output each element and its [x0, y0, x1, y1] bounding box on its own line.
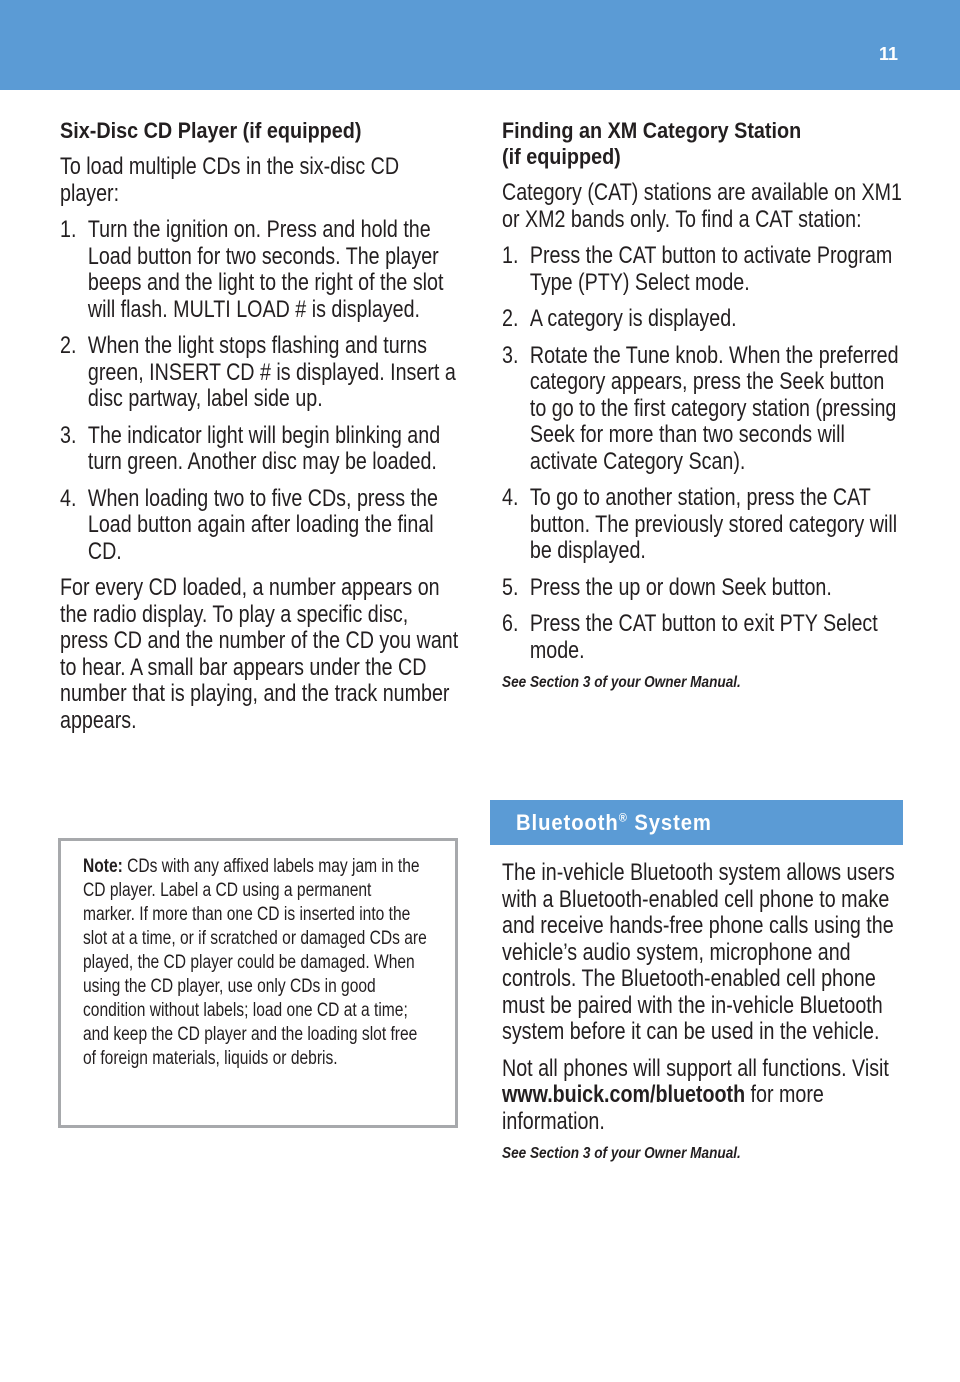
bluetooth-support-info: Not all phones will support all functions. Visit www.buick.com/bluetooth for more information. [502, 1054, 889, 1135]
list-item: 3. Rotate the Tune knob. When the preferred category appears, press the Seek button to go to the first category station (pressing Seek for more than two seconds will activate Category Scan). [502, 341, 899, 475]
xm-category-steps [502, 243, 904, 664]
bluetooth-content [502, 860, 904, 1163]
bluetooth-description: The in-vehicle Bluetooth system allows users with a Bluetooth-enabled cell phone to make and receive hands-free phone calls using the vehicle’s audio system, microphone and controls. The Bluetooth-enabled cell phone must be paired with the in-vehicle Bluetooth system before it can be used in the vehicle. [502, 859, 895, 1045]
note-body: CDs with any affixed labels may jam in the CD player. Label a CD using a permanent marker. If more than one CD is inserted into the slot at a time, or if scratched or damaged CDs are played, the CD player could be damaged. When using the CD player, use only CDs in good condition without labels; load one CD at a time; and keep the CD player and the loading slot free of foreign materials, liquids or debris. [83, 856, 427, 1069]
xm-category-intro: Category (CAT) stations are available on XM1 or XM2 bands only. To find a CAT station: [502, 179, 902, 233]
list-item: 1. Press the CAT button to activate Program Type (PTY) Select mode. [502, 242, 893, 296]
bluetooth-website-link[interactable]: www.buick.com/bluetooth [502, 1081, 746, 1108]
list-item: 2. When the light stops flashing and turns green, INSERT CD # is displayed. Insert a disc partway, label side up. [60, 332, 456, 412]
list-item: 2. A category is displayed. [502, 305, 737, 332]
cd-load-steps [60, 217, 460, 565]
list-item: 1. Turn the ignition on. Press and hold the Load button for two seconds. The player beeps and the light to the right of the slot will flash. MULTI LOAD # is displayed. [60, 216, 444, 323]
left-column [60, 118, 460, 744]
bluetooth-section-title: Bluetooth® System [516, 810, 712, 835]
note-text [83, 855, 427, 1071]
cd-player-outro: For every CD loaded, a number appears on the radio display. To play a specific disc, press CD and the number of the CD you want to hear. A small bar appears under the CD number that is playing, and the track number appears. [60, 574, 459, 734]
list-item: 3. The indicator light will begin blinking and turn green. Another disc may be loaded. [60, 421, 441, 475]
list-item: 5. Press the up or down Seek button. [502, 573, 832, 601]
xm-owner-manual-reference: See Section 3 of your Owner Manual. [502, 674, 741, 691]
right-column [502, 118, 904, 692]
note-label: Note: [83, 856, 123, 877]
bluetooth-owner-manual-reference: See Section 3 of your Owner Manual. [502, 1145, 741, 1162]
note-box [58, 838, 458, 1128]
page-number: 11 [878, 44, 898, 64]
list-item: 6. Press the CAT button to exit PTY Select mode. [502, 610, 878, 664]
list-item: 4. When loading two to five CDs, press the Load button again after loading the final CD. [60, 484, 438, 565]
xm-category-heading: Finding an XM Category Station (if equipped) [502, 118, 802, 169]
cd-player-heading: Six-Disc CD Player (if equipped) [60, 118, 362, 143]
list-item: 4. To go to another station, press the CAT button. The previously stored category will be displayed. [502, 484, 898, 564]
bluetooth-section-header [490, 800, 903, 845]
header-bar [0, 0, 960, 90]
cd-player-intro: To load multiple CDs in the six-disc CD player: [60, 153, 400, 207]
